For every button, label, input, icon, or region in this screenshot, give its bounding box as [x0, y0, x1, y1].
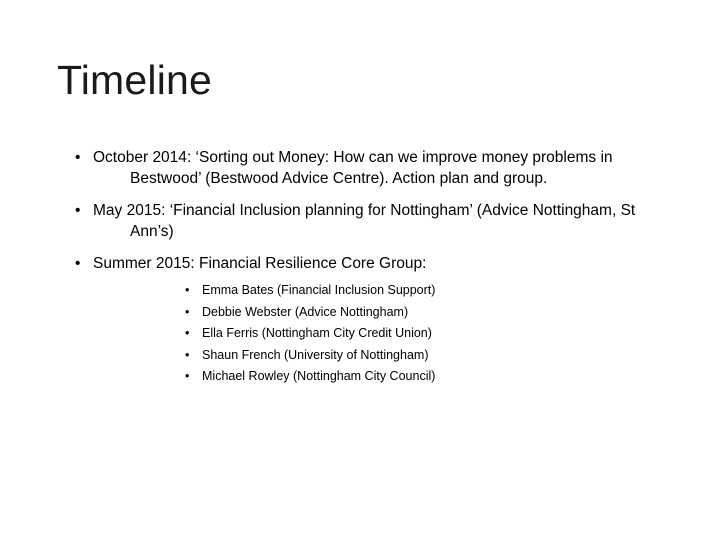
- list-item: [130, 366, 677, 388]
- bullet-dot: •: [75, 202, 81, 219]
- bullet-item-may-2015: [57, 200, 677, 242]
- bullet-text: : ‘Financial Inclusion planning for Nottingham’ (Advice Nottingham, St Ann’s): [130, 202, 636, 240]
- member-name: Emma Bates (Financial Inclusion Support): [202, 283, 436, 297]
- sub-bullet-dot: •: [185, 304, 190, 319]
- slide-title: Timeline: [57, 57, 213, 103]
- bullet-dot: •: [75, 255, 81, 272]
- bullet-dot: •: [75, 149, 81, 166]
- sub-bullet-dot: •: [185, 347, 190, 362]
- bullet-date: Summer 2015: [93, 255, 191, 272]
- member-name: Ella Ferris (Nottingham City Credit Union): [202, 326, 432, 340]
- list-item: [130, 323, 677, 345]
- bullet-text: : Financial Resilience Core Group:: [190, 255, 427, 272]
- member-name: Shaun French (University of Nottingham): [202, 347, 429, 362]
- bullet-date: May 2015: [93, 202, 162, 219]
- sub-bullet-dot: •: [185, 369, 190, 383]
- list-item: [130, 345, 677, 367]
- list-item: [130, 302, 677, 324]
- bullet-item-october-2014: [57, 147, 677, 189]
- bullet-date: October 2014: [93, 149, 187, 166]
- bullet-list: [57, 147, 677, 399]
- bullet-item-summer-2015: [57, 253, 677, 388]
- list-item: [130, 280, 677, 302]
- member-name: Debbie Webster (Advice Nottingham): [202, 304, 409, 319]
- bullet-text: : ‘Sorting out Money: How can we improve money problems in Bestwood’ (Bestwood Advice Centre). Action plan and group.: [130, 149, 613, 187]
- sub-bullet-dot: •: [185, 326, 190, 340]
- sub-bullet-dot: •: [185, 283, 190, 297]
- member-name: Michael Rowley (Nottingham City Council): [202, 369, 436, 383]
- core-group-list: [130, 280, 677, 388]
